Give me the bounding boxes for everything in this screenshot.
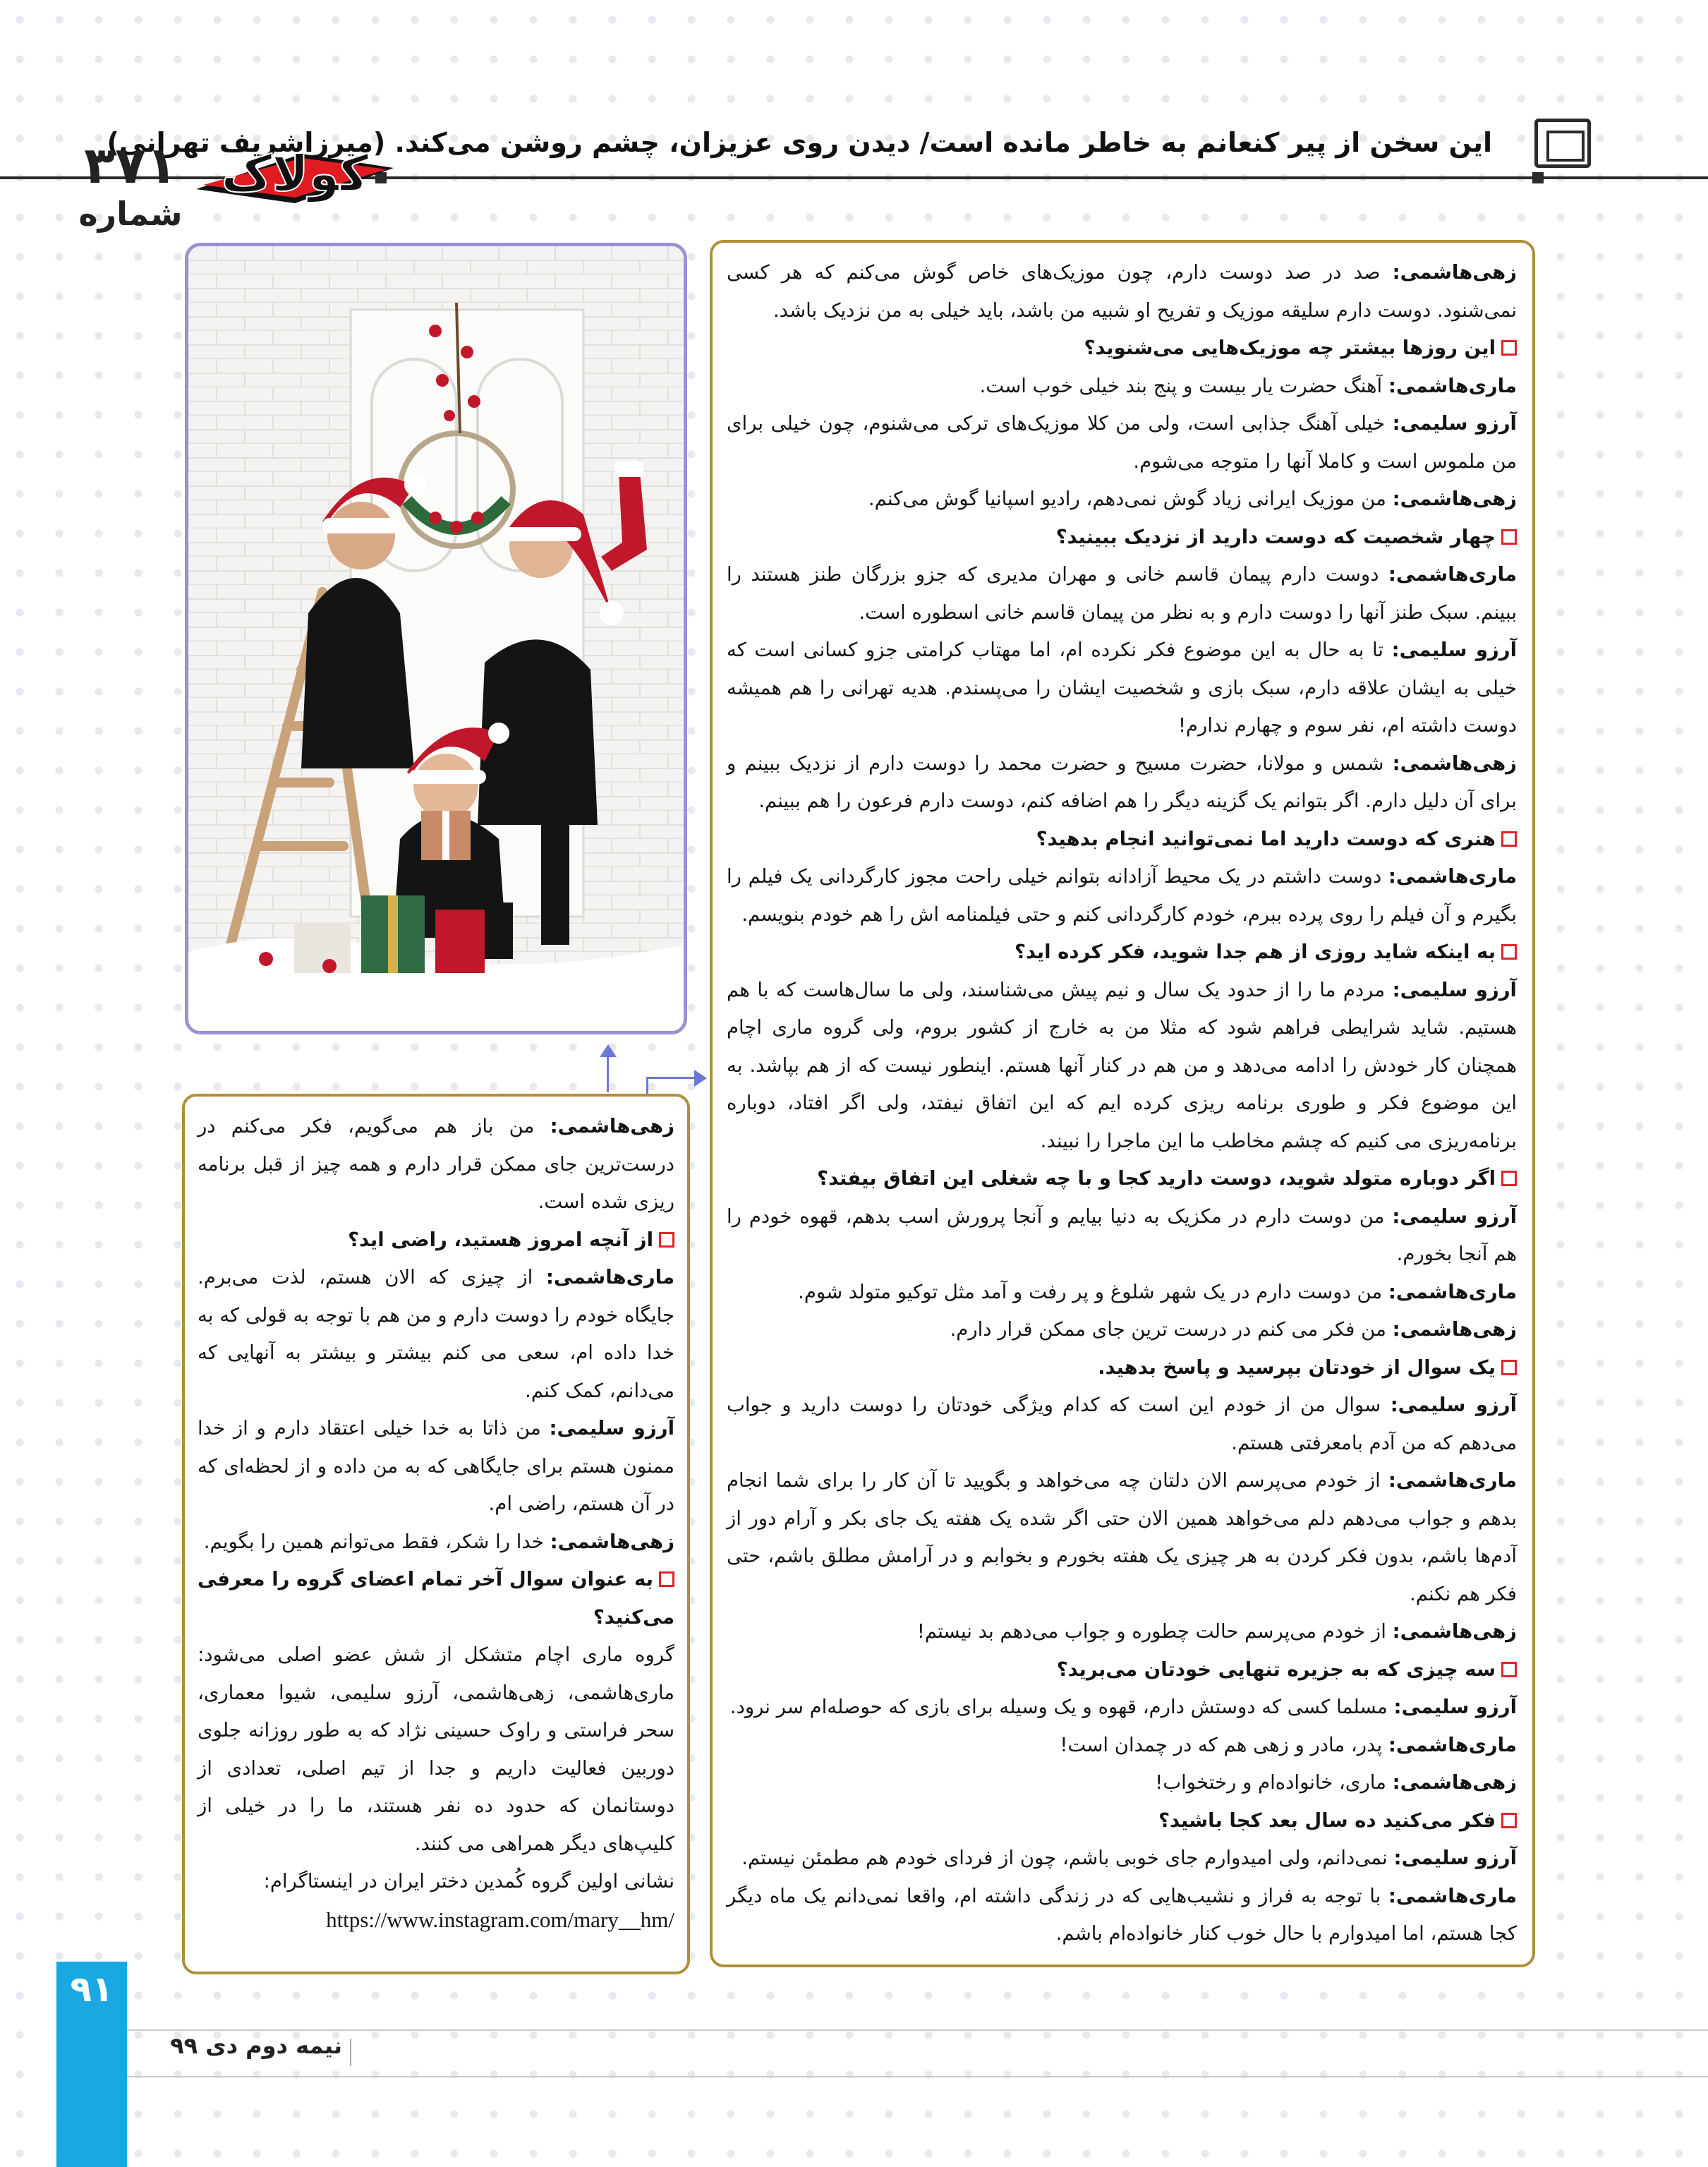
answer-text: من موزیک ایرانی زیاد گوش نمی‌دهم، رادیو اسپانیا گوش می‌کنم. <box>868 488 1393 510</box>
speaker-name: آرزو سلیمی: <box>1390 1394 1518 1416</box>
interview-answer <box>727 745 1517 821</box>
answer-text: مسلما کسی که دوستش دارم، قهوه و یک وسیله برای بازی که حوصله‌ام سر نرود. <box>729 1696 1394 1718</box>
interview-question <box>198 1561 674 1636</box>
speaker-name: زهی‌هاشمی: <box>550 1115 674 1137</box>
interview-answer <box>727 368 1517 406</box>
interview-answer <box>727 1462 1517 1613</box>
red-square-icon <box>1501 529 1517 545</box>
interview-side-column <box>198 1108 674 1938</box>
question-text: به اینکه شاید روزی از هم جدا شوید، فکر کرده اید؟ <box>1014 941 1496 963</box>
instagram-link[interactable]: https://www.instagram.com/mary__hm/ <box>326 1907 674 1932</box>
answer-text: من دوست دارم در یک شهر شلوغ و پر رفت و آمد مثل توکیو متولد شوم. <box>798 1280 1388 1303</box>
red-square-icon <box>1501 831 1517 847</box>
answer-text: من ذاتا به خدا خیلی اعتقاد دارم و از خدا ممنون هستم برای جایگاهی که به من داده و از لحظه‌ای که در آن هستم، راضی ام. <box>198 1417 674 1515</box>
answer-text: تا به حال به این موضوع فکر نکرده ام، اما مهتاب کرامتی جزو کسانی است که خیلی به ایشان علاقه دارم، سبک بازی و شخصیت ایشان را می‌پسندم. هدیه تهرانی را هم همیشه دوست داشته ام، نفر سوم و چهارم ندارم! <box>727 639 1517 737</box>
group-photo <box>185 243 687 1034</box>
answer-text: از خودم می‌پرسم حالت چطوره و جواب می‌دهم بد نیستم! <box>916 1620 1393 1643</box>
paragraph: گروه ماری اچام متشکل از شش عضو اصلی می‌شود: ماری‌هاشمی، زهی‌هاشمی، آرزو سلیمی، شیوا معماری، سحر فراستی و راوک حسینی نژاد که به طور روزانه جلوی دوربین فعالیت داریم و جدا از تیم اصلی، تعدادی از دوستانمان که حدود ده نفر هستند، ما را در خیلی از کلیپ‌های دیگر همراهی می کنند. <box>198 1643 674 1855</box>
speaker-name: آرزو سلیمی: <box>1391 639 1517 661</box>
answer-text: خیلی آهنگ جذابی است، ولی من کلا موزیک‌های ترکی می‌شنوم، چون خیلی برای من ملموس است و کاملا آنها را متوجه می‌شوم. <box>727 412 1517 473</box>
footer-rule <box>127 2076 1708 2077</box>
footer-separator <box>350 2039 351 2066</box>
answer-text: دوست دارم پیمان قاسم خانی و مهران مدیری که جزو بزرگان طنز هستند را ببینم. سبک طنز آنها را دوست دارم و به نظر من پیمان قاسم خانی اسطوره است. <box>727 563 1517 624</box>
interview-answer <box>727 1387 1517 1462</box>
interview-answer <box>727 858 1517 934</box>
interview-answer <box>727 972 1517 1161</box>
speaker-name: زهی‌هاشمی: <box>1392 1771 1517 1794</box>
interview-answer <box>198 1410 674 1523</box>
answer-text: از خودم می‌پرسم الان دلتان چه می‌خواهد و بگویید تا آن کار را برای شما انجام بدهم و جواب می‌دهم دلم می‌خواهد همین الان حتی اگر شده یک هفته یک جای بکر و آرام دور از آدم‌ها باشم، بدون فکر کردن به هر چیزی یک هفته بخورم و بخوابم و در آرامش مطلق باشم، حتی فکر هم نکنم. <box>727 1469 1517 1605</box>
question-text: به عنوان سوال آخر تمام اعضای گروه را معرفی می‌کنید؟ <box>198 1568 674 1629</box>
interview-question <box>727 1802 1517 1840</box>
arrow-right-icon <box>694 1070 707 1087</box>
interview-answer <box>727 1274 1517 1312</box>
question-text: سه چیزی که به جزیره تنهایی خودتان می‌برید؟ <box>1056 1658 1496 1681</box>
answer-text: با توجه به فراز و نشیب‌هایی که در زندگی داشته ام، واقعا نمی‌دانم یک ماه دیگر کجا هستم، اما امیدوارم با حال خوب کنار خانواده‌ام باشم. <box>727 1884 1517 1945</box>
speaker-name: آرزو سلیمی: <box>1392 412 1517 435</box>
speaker-name: ماری‌هاشمی: <box>1388 374 1517 397</box>
header-square-marker <box>1532 172 1544 183</box>
speaker-name: زهی‌هاشمی: <box>1392 1318 1517 1341</box>
question-text: این روزها بیشتر چه موزیک‌هایی می‌شنوید؟ <box>1084 337 1496 359</box>
interview-answer <box>727 1878 1517 1953</box>
answer-text: آهنگ حضرت یار بیست و پنج بند خیلی خوب است. <box>979 374 1388 397</box>
speaker-name: ماری‌هاشمی: <box>1388 1469 1517 1492</box>
page-number: ۹۱ <box>70 1969 114 2010</box>
speaker-name: ماری‌هاشمی: <box>1388 1884 1517 1907</box>
speaker-name: زهی‌هاشمی: <box>1392 261 1517 284</box>
answer-text: مردم ما را از حدود یک سال و نیم پیش می‌شناسند، ولی ما سال‌هاست که با هم هستیم. شاید شرایطی فراهم شود که مثلا من به خارج از کشور بروم، ولی گروه ماری اچام همچنان کار خودش را ادامه می‌دهد و من هم در کنار آنها هستم. اینطور نیست که از هم بپاشد. به این موضوع فکر و طوری برنامه ریزی کرده ایم که این اتفاق نیفتد، ولی اگر افتاد، دوباره برنامه‌ریزی می کنیم که چشم مخاطب ما این ماجرا را نبیند. <box>727 978 1517 1152</box>
interview-answer <box>727 1613 1517 1651</box>
speaker-name: زهی‌هاشمی: <box>550 1530 674 1553</box>
answer-text: من فکر می کنم در درست ترین جای ممکن قرار دارم. <box>950 1318 1393 1341</box>
red-square-icon <box>659 1571 674 1587</box>
red-square-icon <box>659 1232 674 1248</box>
red-square-icon <box>1501 944 1517 960</box>
speaker-name: ماری‌هاشمی: <box>1388 1280 1517 1303</box>
speaker-name: ماری‌هاشمی: <box>1388 865 1517 888</box>
speaker-name: زهی‌هاشمی: <box>1392 488 1517 510</box>
magazine-logo <box>189 133 401 217</box>
speaker-name: آرزو سلیمی: <box>549 1417 674 1439</box>
question-text: اگر دوباره متولد شوید، دوست دارید کجا و با چه شغلی این اتفاق بیفتد؟ <box>817 1167 1496 1190</box>
question-text: چهار شخصیت که دوست دارید از نزدیک ببینید؟ <box>1055 525 1496 548</box>
red-square-icon <box>1501 1813 1517 1828</box>
interview-answer <box>727 1764 1517 1802</box>
question-text: فکر می‌کنید ده سال بعد کجا باشید؟ <box>1158 1809 1496 1832</box>
answer-text: دوست داشتم در یک محیط آزادانه بتوانم خیلی راحت مجوز کارگردانی یک فیلم را بگیرم و آن فیلم را روی پرده ببرم، خودم کارگردانی کنم و حتی فیلمنامه اش را هم خودم بنویسم. <box>727 865 1517 926</box>
issue-label: شماره <box>78 195 183 233</box>
interview-question <box>198 1221 674 1260</box>
interview-answer <box>727 481 1517 519</box>
issue-number: ۳۷۱ <box>84 135 177 195</box>
interview-question <box>727 934 1517 972</box>
speaker-name: ماری‌هاشمی: <box>545 1266 674 1288</box>
logo-text: کولاک <box>221 145 369 203</box>
answer-text: ماری، خانواده‌ام و رختخواب! <box>1155 1771 1393 1794</box>
question-text: از آنچه امروز هستید، راضی اید؟ <box>348 1228 653 1251</box>
interview-answer <box>727 632 1517 745</box>
answer-text: خدا را شکر، فقط می‌توانم همین را بگویم. <box>203 1530 550 1553</box>
header-quote: این سخن از پیر کنعانم به خاطر مانده است/ دیدن روی عزیزان، چشم روشن می‌کند. (میرزاشریف تهرانی) <box>107 127 1492 158</box>
speaker-name: ماری‌هاشمی: <box>1388 563 1517 586</box>
speaker-name: آرزو سلیمی: <box>1393 1696 1517 1718</box>
interview-answer <box>727 254 1517 330</box>
book-frame-icon <box>1534 119 1591 168</box>
red-square-icon <box>1501 340 1517 356</box>
interview-answer <box>727 405 1517 481</box>
interview-question <box>727 1349 1517 1387</box>
interview-question <box>727 1651 1517 1689</box>
issue-date: نیمه دوم دی ۹۹ <box>170 2032 342 2059</box>
interview-question <box>727 519 1517 557</box>
answer-text: سوال من از خودم این است که کدام ویژگی خودتان را دوست دارید و جواب می‌دهم که من آدم بامعرفتی هستم. <box>727 1394 1517 1454</box>
speaker-name: آرزو سلیمی: <box>1392 1205 1518 1228</box>
interview-answer <box>198 1523 674 1562</box>
interview-answer <box>727 1311 1517 1349</box>
answer-text: از چیزی که الان هستم، لذت می‌برم. جایگاه خودم را دوست دارم و من هم با توجه به قولی که به خدا داده ام، سعی می کنم بیشتر و بیشتر به آنهایی که می‌دانم، کمک کنم. <box>198 1266 674 1402</box>
interview-answer <box>727 1727 1517 1765</box>
speaker-name: زهی‌هاشمی: <box>1392 1620 1517 1643</box>
red-square-icon <box>1501 1360 1517 1375</box>
answer-text: من باز هم می‌گویم، فکر می‌کنم در درست‌ترین جای ممکن قرار دارم و همه چیز از قبل برنامه ریزی شده است. <box>198 1115 674 1213</box>
answer-text: شمس و مولانا، حضرت مسیح و حضرت محمد را دوست دارم از نزدیک ببینم و برای آن دلیل دارم. اگر بتوانم یک گزینه دیگر را هم اضافه کنم، دوست دارم فرعون را هم ببینم. <box>727 751 1517 812</box>
arrow-line <box>646 1077 696 1079</box>
interview-answer <box>727 1840 1517 1878</box>
answer-text: صد در صد دوست دارم، چون موزیک‌های خاص گوش می‌کنم که هر کسی نمی‌شنود. دوست دارم سلیقه موزیک و تفریح او شبیه من باشد، باید خیلی به من نزدیک باشد. <box>727 261 1517 322</box>
answer-text: من دوست دارم در مکزیک به دنیا بیایم و آنجا پرورش اسب بدهم، قهوه خودم را هم آنجا بخورم. <box>727 1205 1517 1265</box>
speaker-name: ماری‌هاشمی: <box>1388 1733 1517 1756</box>
answer-text: نمی‌دانم، ولی امیدوارم جای خوبی باشم، چون از فردای خودم هم مطمئن نیستم. <box>741 1847 1394 1869</box>
red-square-icon <box>1501 1662 1517 1677</box>
arrow-line <box>607 1051 609 1092</box>
interview-question <box>727 821 1517 859</box>
question-text: هنری که دوست دارید اما نمی‌توانید انجام بدهید؟ <box>1036 827 1496 850</box>
interview-question <box>727 330 1517 368</box>
footer-rule <box>127 2029 1708 2031</box>
speaker-name: زهی‌هاشمی: <box>1392 751 1517 775</box>
interview-answer <box>198 1259 674 1410</box>
interview-answer <box>198 1108 674 1221</box>
question-text: یک سوال از خودتان بپرسید و پاسخ بدهید. <box>1098 1356 1496 1379</box>
interview-answer <box>727 556 1517 632</box>
interview-main-column <box>727 254 1517 1953</box>
paragraph: نشانی اولین گروه کُمدین دختر ایران در اینستاگرام: <box>263 1870 674 1893</box>
speaker-name: آرزو سلیمی: <box>1393 1847 1517 1869</box>
answer-text: پدر، مادر و زهی هم که در چمدان است! <box>1060 1733 1388 1756</box>
interview-answer <box>727 1198 1517 1274</box>
speaker-name: آرزو سلیمی: <box>1392 978 1517 1001</box>
interview-question <box>727 1160 1517 1198</box>
red-square-icon <box>1501 1171 1517 1186</box>
interview-answer <box>727 1689 1517 1727</box>
